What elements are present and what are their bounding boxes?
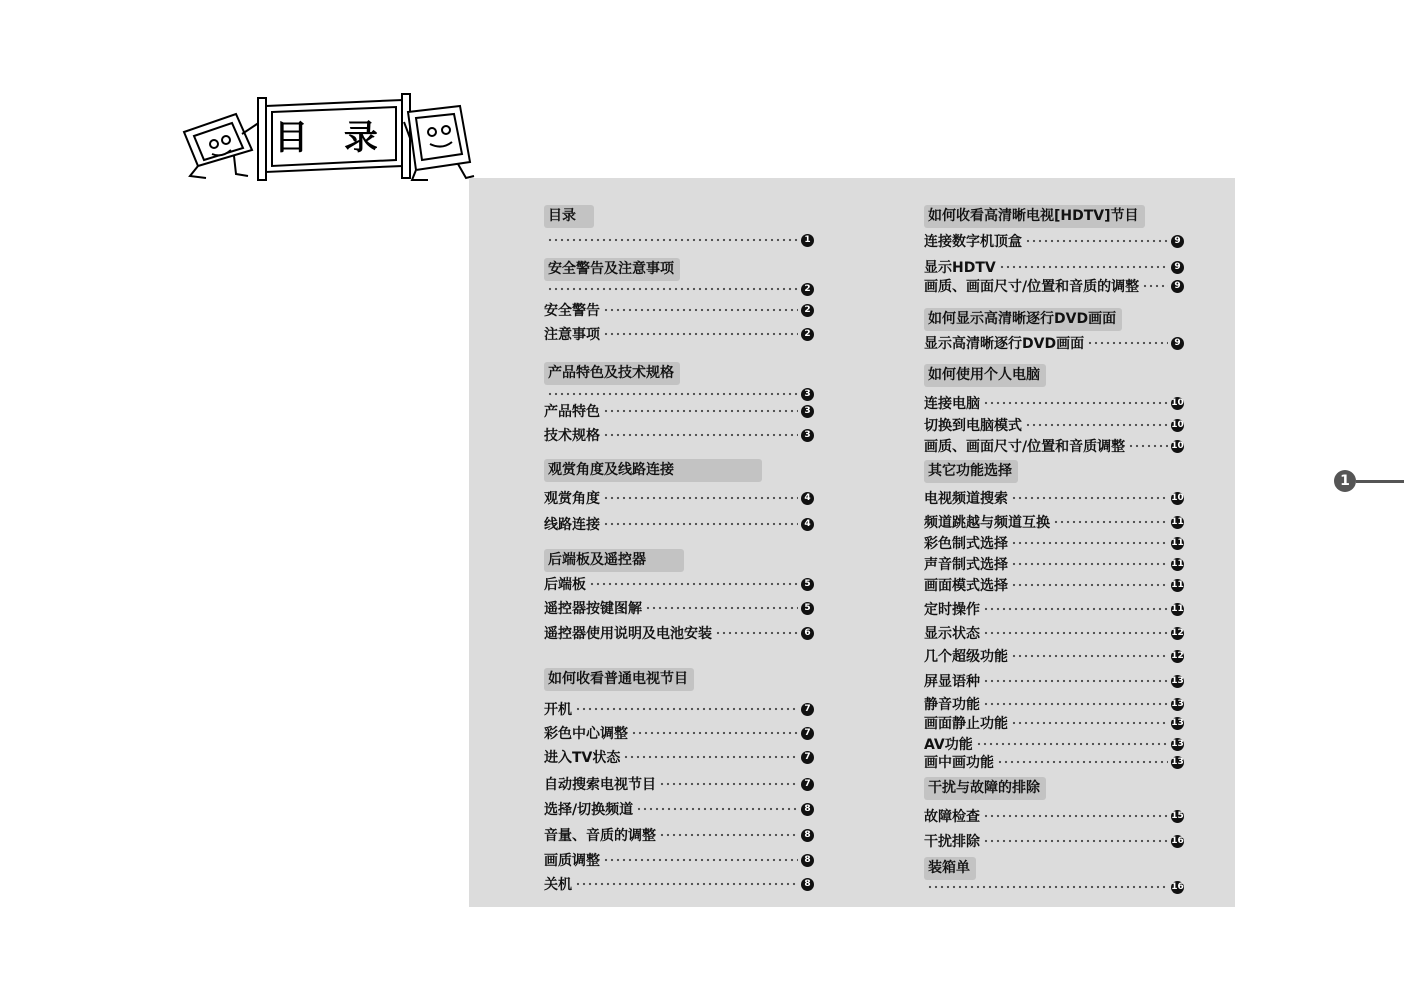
dot-leader xyxy=(983,814,1168,818)
dot-leader xyxy=(1011,583,1168,587)
dot-leader xyxy=(1011,721,1168,725)
page-number-badge: 1 xyxy=(801,234,814,247)
page-number-badge: 3 xyxy=(801,405,814,418)
dot-leader xyxy=(983,401,1168,405)
toc-entry-label: 显示高清晰逐行DVD画面 xyxy=(924,336,1085,352)
dot-leader xyxy=(983,631,1168,635)
page-marker-line xyxy=(1356,480,1404,483)
page-number-badge: 4 xyxy=(801,492,814,505)
page-number-badge: 9 xyxy=(1171,261,1184,274)
page-number-badge: 11 xyxy=(1171,537,1184,548)
toc-entry[interactable] xyxy=(544,624,814,642)
dot-leader xyxy=(547,392,798,396)
dot-leader xyxy=(997,760,1168,764)
toc-entry[interactable] xyxy=(924,513,1184,531)
dot-leader xyxy=(1011,496,1168,500)
toc-entry-label: 后端板 xyxy=(544,577,586,593)
toc-entry[interactable] xyxy=(544,826,814,844)
page-number-badge: 9 xyxy=(1171,235,1184,248)
page-number-badge: 5 xyxy=(801,578,814,591)
dot-leader xyxy=(636,807,798,811)
toc-entry-label: 显示状态 xyxy=(924,626,980,642)
dot-leader xyxy=(547,238,798,242)
toc-entry[interactable] xyxy=(924,232,1184,250)
toc-entry-label: 几个超级功能 xyxy=(924,649,1008,665)
page-number-badge: 13 xyxy=(1171,717,1184,728)
toc-entry-label: 显示HDTV xyxy=(924,260,996,276)
toc-entry[interactable] xyxy=(544,402,814,420)
page-number-badge: 10 xyxy=(1171,440,1184,451)
dot-leader xyxy=(575,882,798,886)
page-number-marker xyxy=(1334,469,1404,493)
toc-entry-label: 观赏角度 xyxy=(544,491,600,507)
dot-leader xyxy=(575,707,798,711)
page-number-badge: 10 xyxy=(1171,397,1184,408)
dot-leader xyxy=(976,742,1168,746)
dot-leader xyxy=(983,702,1168,706)
toc-entry[interactable] xyxy=(544,575,814,593)
toc-section-heading: 产品特色及技术规格 xyxy=(544,362,680,385)
toc-entry[interactable] xyxy=(924,258,1184,276)
toc-entry-label: 彩色制式选择 xyxy=(924,536,1008,552)
dot-leader xyxy=(1053,520,1168,524)
page-number-badge: 10 xyxy=(1171,419,1184,430)
toc-entry[interactable] xyxy=(544,700,814,718)
dot-leader xyxy=(1128,444,1168,448)
toc-entry[interactable] xyxy=(544,426,814,444)
page-number-badge: 3 xyxy=(801,429,814,442)
page-number-badge: 9 xyxy=(1171,337,1184,350)
toc-entry-label: 遥控器使用说明及电池安装 xyxy=(544,626,712,642)
toc-entry-label: 关机 xyxy=(544,877,572,893)
dot-leader xyxy=(603,496,798,500)
toc-entry-label: 频道跳越与频道互换 xyxy=(924,515,1050,531)
dot-leader xyxy=(547,287,798,291)
toc-panel xyxy=(469,178,1235,907)
dot-leader xyxy=(1011,562,1168,566)
toc-entry-label: 注意事项 xyxy=(544,327,600,343)
page-number: 1 xyxy=(1334,470,1356,492)
toc-entry[interactable] xyxy=(924,334,1184,352)
toc-entry-label: 电视频道搜索 xyxy=(924,491,1008,507)
toc-entry[interactable] xyxy=(924,437,1184,455)
toc-entry[interactable] xyxy=(924,534,1184,552)
toc-entry[interactable] xyxy=(544,875,814,893)
page-number-badge: 7 xyxy=(801,751,814,764)
page-number-badge: 4 xyxy=(801,518,814,531)
toc-entry[interactable] xyxy=(924,555,1184,573)
dot-leader xyxy=(1011,654,1168,658)
toc-entry-label: 连接电脑 xyxy=(924,396,980,412)
dot-leader xyxy=(715,631,798,635)
toc-entry-label: 开机 xyxy=(544,702,572,718)
toc-entry-label: 切换到电脑模式 xyxy=(924,418,1022,434)
page-number-badge: 8 xyxy=(801,829,814,842)
toc-entry[interactable] xyxy=(924,489,1184,507)
toc-entry[interactable] xyxy=(924,672,1184,690)
toc-entry-label: 彩色中心调整 xyxy=(544,726,628,742)
page-number-badge: 13 xyxy=(1171,738,1184,749)
toc-entry-label: 声音制式选择 xyxy=(924,557,1008,573)
page-number-badge: 8 xyxy=(801,803,814,816)
right-tv-mascot-icon xyxy=(404,106,474,180)
toc-entry[interactable] xyxy=(544,599,814,617)
dot-leader xyxy=(603,308,798,312)
dot-leader xyxy=(603,858,798,862)
page-number-badge: 8 xyxy=(801,854,814,867)
dot-leader xyxy=(999,265,1168,269)
toc-entry[interactable] xyxy=(544,489,814,507)
page-number-badge: 13 xyxy=(1171,756,1184,767)
dot-leader xyxy=(1011,541,1168,545)
page-number-badge: 7 xyxy=(801,703,814,716)
toc-entry[interactable] xyxy=(924,576,1184,594)
page-number-badge: 7 xyxy=(801,778,814,791)
toc-entry[interactable] xyxy=(544,851,814,869)
page-number-badge: 16 xyxy=(1171,835,1184,846)
page-number-badge: 7 xyxy=(801,727,814,740)
toc-entry-label: 画质调整 xyxy=(544,853,600,869)
page-number-badge: 6 xyxy=(801,627,814,640)
page-number-badge: 11 xyxy=(1171,579,1184,590)
toc-entry-label: 画面模式选择 xyxy=(924,578,1008,594)
toc-section-heading: 装箱单 xyxy=(924,857,976,880)
page-number-badge: 9 xyxy=(1171,280,1184,293)
dot-leader xyxy=(603,409,798,413)
toc-entry[interactable] xyxy=(924,695,1184,713)
toc-entry-label: 画中画功能 xyxy=(924,755,994,771)
dot-leader xyxy=(659,782,798,786)
toc-entry-label: 静音功能 xyxy=(924,697,980,713)
page-number-badge: 10 xyxy=(1171,492,1184,503)
page-number-badge: 2 xyxy=(801,283,814,296)
dot-leader xyxy=(631,731,798,735)
dot-leader xyxy=(589,582,798,586)
contents-banner xyxy=(176,92,476,184)
toc-entry[interactable] xyxy=(544,515,814,533)
toc-entry[interactable] xyxy=(924,624,1184,642)
toc-section-heading: 如何显示高清晰逐行DVD画面 xyxy=(924,308,1122,331)
toc-section-heading: 干扰与故障的排除 xyxy=(924,777,1046,800)
toc-entry-label: 画质、画面尺寸/位置和音质调整 xyxy=(924,439,1126,455)
toc-entry[interactable] xyxy=(924,714,1184,732)
toc-entry[interactable] xyxy=(544,325,814,343)
toc-entry[interactable] xyxy=(924,753,1184,771)
toc-entry-label: 画质、画面尺寸/位置和音质的调整 xyxy=(924,279,1140,295)
toc-entry[interactable] xyxy=(924,277,1184,295)
toc-entry-label: 故障检查 xyxy=(924,809,980,825)
toc-entry[interactable] xyxy=(544,724,814,742)
page-number-badge: 5 xyxy=(801,602,814,615)
left-tv-mascot-icon xyxy=(184,114,260,178)
toc-entry[interactable] xyxy=(924,647,1184,665)
dot-leader xyxy=(603,433,798,437)
toc-entry-label: 屏显语种 xyxy=(924,674,980,690)
toc-entry-label: 干扰排除 xyxy=(924,834,980,850)
dot-leader xyxy=(659,833,798,837)
toc-entry-label: AV功能 xyxy=(924,737,973,753)
toc-entry[interactable] xyxy=(924,878,1184,896)
dot-leader xyxy=(623,755,798,759)
dot-leader xyxy=(983,839,1168,843)
dot-leader xyxy=(983,607,1168,611)
page-number-badge: 8 xyxy=(801,878,814,891)
dot-leader xyxy=(1087,341,1168,345)
page-number-badge: 13 xyxy=(1171,675,1184,686)
page-number-badge: 11 xyxy=(1171,603,1184,614)
toc-entry[interactable] xyxy=(544,800,814,818)
page-number-badge: 11 xyxy=(1171,516,1184,527)
toc-entry[interactable] xyxy=(924,394,1184,412)
toc-entry[interactable] xyxy=(924,832,1184,850)
toc-entry-label: 定时操作 xyxy=(924,602,980,618)
toc-entry[interactable] xyxy=(544,775,814,793)
dot-leader xyxy=(645,606,798,610)
toc-entry[interactable] xyxy=(544,231,814,249)
toc-section-heading: 安全警告及注意事项 xyxy=(544,258,680,281)
toc-entry[interactable] xyxy=(924,416,1184,434)
toc-entry-label: 遥控器按键图解 xyxy=(544,601,642,617)
toc-entry[interactable] xyxy=(924,735,1184,753)
dot-leader xyxy=(1025,423,1168,427)
dot-leader xyxy=(927,885,1168,889)
toc-entry[interactable] xyxy=(544,280,814,298)
toc-section-heading: 如何使用个人电脑 xyxy=(924,364,1046,387)
page-number-badge: 12 xyxy=(1171,627,1184,638)
toc-section-heading: 其它功能选择 xyxy=(924,460,1018,483)
toc-entry-label: 选择/切换频道 xyxy=(544,802,634,818)
page-number-badge: 13 xyxy=(1171,698,1184,709)
page-number-badge: 2 xyxy=(801,328,814,341)
dot-leader xyxy=(1142,284,1168,288)
dot-leader xyxy=(603,332,798,336)
toc-entry-label: 安全警告 xyxy=(544,303,600,319)
page-number-badge: 16 xyxy=(1171,881,1184,892)
banner-title: 目 录 xyxy=(274,117,390,158)
toc-entry[interactable] xyxy=(544,301,814,319)
toc-entry-label: 产品特色 xyxy=(544,404,600,420)
toc-entry-label: 自动搜索电视节目 xyxy=(544,777,656,793)
toc-section-heading: 如何收看高清晰电视[HDTV]节目 xyxy=(924,205,1145,228)
page-number-badge: 3 xyxy=(801,388,814,401)
toc-entry-label: 画面静止功能 xyxy=(924,716,1008,732)
toc-section-heading: 目录 xyxy=(544,205,594,228)
page-number-badge: 2 xyxy=(801,304,814,317)
dot-leader xyxy=(983,679,1168,683)
toc-entry[interactable] xyxy=(924,807,1184,825)
toc-entry-label: 技术规格 xyxy=(544,428,600,444)
toc-entry-label: 线路连接 xyxy=(544,517,600,533)
dot-leader xyxy=(1025,239,1168,243)
toc-entry-label: 音量、音质的调整 xyxy=(544,828,656,844)
toc-entry[interactable] xyxy=(924,600,1184,618)
page-number-badge: 12 xyxy=(1171,650,1184,661)
toc-entry-label: 连接数字机顶盒 xyxy=(924,234,1022,250)
toc-entry-label: 进入TV状态 xyxy=(544,750,621,766)
page-number-badge: 15 xyxy=(1171,810,1184,821)
toc-section-heading: 如何收看普通电视节目 xyxy=(544,668,694,691)
page-number-badge: 11 xyxy=(1171,558,1184,569)
toc-section-heading: 观赏角度及线路连接 xyxy=(544,459,762,482)
toc-section-heading: 后端板及遥控器 xyxy=(544,549,684,572)
toc-entry[interactable] xyxy=(544,748,814,766)
dot-leader xyxy=(603,522,798,526)
